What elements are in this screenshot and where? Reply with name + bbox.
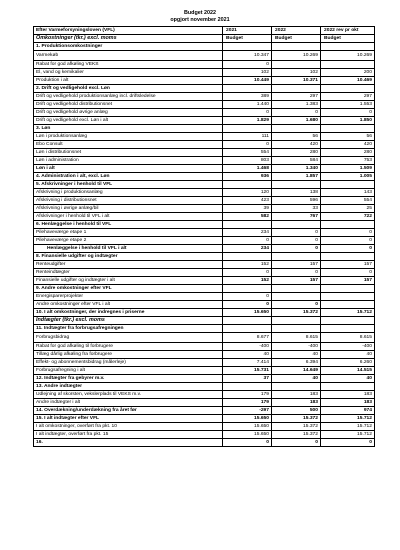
value-2022 xyxy=(272,43,321,51)
value-2021 xyxy=(223,317,272,325)
row-label: Løn i administration xyxy=(34,157,223,165)
value-2022 xyxy=(272,253,321,261)
value-2022-rev: 1.005 xyxy=(321,173,375,181)
table-row xyxy=(34,423,375,431)
total-row xyxy=(34,245,375,253)
row-label: Indtægter (tkr.) excl. moms xyxy=(34,317,223,325)
row-label: Andre indtægter i alt xyxy=(34,399,223,407)
table-row xyxy=(34,431,375,439)
value-2022-rev: 8.615 xyxy=(321,333,375,343)
row-label: Afskrivninger i henhold til VFL i alt xyxy=(34,213,223,221)
row-label: 6. Henlæggelse i henhold til VFL xyxy=(34,221,223,229)
value-2022: 420 xyxy=(272,141,321,149)
value-2021: 15.650 xyxy=(223,431,272,439)
row-label: Drift og vedligehold øvrige anlæg xyxy=(34,109,223,117)
row-label: Afskrivning i produktionsanlæg xyxy=(34,189,223,197)
value-2022-rev xyxy=(321,383,375,391)
value-2022: 1.340 xyxy=(272,165,321,173)
value-2021: 8.677 xyxy=(223,333,272,343)
value-2022: 15.372 xyxy=(272,423,321,431)
value-2022-rev: 722 xyxy=(321,213,375,221)
table-row xyxy=(34,333,375,343)
section-heading-omkostninger: Omkostninger (tkr.) excl. moms xyxy=(34,35,223,43)
row-label: 3. Løn xyxy=(34,125,223,133)
row-label: 14. Overdækning/underdækning fra året før xyxy=(34,407,223,415)
value-2022-rev: 753 xyxy=(321,157,375,165)
value-2022: 0 xyxy=(272,109,321,117)
section-row xyxy=(34,43,375,51)
value-2022-rev xyxy=(321,221,375,229)
row-label: Pilehaveværge etape 1 xyxy=(34,229,223,237)
row-label: Andre omkostninger efter VFL i alt xyxy=(34,301,223,309)
value-2022-rev xyxy=(321,253,375,261)
value-2021: 15.650 xyxy=(223,423,272,431)
table-row xyxy=(34,51,375,61)
value-2021: 0 xyxy=(223,439,272,447)
value-2022-rev xyxy=(321,43,375,51)
value-2021 xyxy=(223,125,272,133)
value-2021: 803 xyxy=(223,157,272,165)
value-2022: 0 xyxy=(272,229,321,237)
row-label: 13. Andre indtægter xyxy=(34,383,223,391)
row-label: Produktion i alt xyxy=(34,77,223,85)
value-2022 xyxy=(272,181,321,189)
value-2022-rev: 14.515 xyxy=(321,367,375,375)
row-label: 10. I alt omkostninger, der indregnes i priserne xyxy=(34,309,223,317)
value-2022-rev: 157 xyxy=(321,277,375,285)
section-row xyxy=(34,181,375,189)
row-label: Løn i produktionsanlæg xyxy=(34,133,223,141)
value-2022 xyxy=(272,85,321,93)
value-2021: 554 xyxy=(223,149,272,157)
value-2021: 0 xyxy=(223,301,272,309)
value-2021: 0 xyxy=(223,269,272,277)
value-2021: 1.440 xyxy=(223,101,272,109)
value-2022-rev: 15.712 xyxy=(321,423,375,431)
table-row xyxy=(34,101,375,109)
value-2021 xyxy=(223,181,272,189)
row-label: Tillæg dårlig afkøling fra forbrugere xyxy=(34,351,223,359)
value-2021: 0 xyxy=(223,237,272,245)
value-2022-rev xyxy=(321,301,375,309)
table-row xyxy=(34,359,375,367)
table-row xyxy=(34,343,375,351)
value-2021: 40 xyxy=(223,351,272,359)
total-row xyxy=(34,117,375,125)
value-2021 xyxy=(223,85,272,93)
row-label: Renteindtægter xyxy=(34,269,223,277)
value-2021: 389 xyxy=(223,93,272,101)
row-label: Afskrivning i øvrige anlæg/bil xyxy=(34,205,223,213)
value-2022 xyxy=(272,293,321,301)
section-heading-row xyxy=(34,317,375,325)
value-2021: 7.414 xyxy=(223,359,272,367)
row-label: Løn i distributionsnet xyxy=(34,149,223,157)
value-2022: -400 xyxy=(272,343,321,351)
header-row xyxy=(34,27,375,35)
value-2021: 15.650 xyxy=(223,415,272,423)
total-row xyxy=(34,301,375,309)
value-2022: 40 xyxy=(272,351,321,359)
table-row xyxy=(34,109,375,117)
value-2021 xyxy=(223,43,272,51)
value-2021 xyxy=(223,285,272,293)
value-2021 xyxy=(223,253,272,261)
value-2022: 40 xyxy=(272,375,321,383)
value-2022-rev xyxy=(321,317,375,325)
value-2022: 1.857 xyxy=(272,173,321,181)
value-2022: 0 xyxy=(272,237,321,245)
table-row xyxy=(34,149,375,157)
header-col-2022-rev: 2022 rev pr okt xyxy=(321,27,375,35)
row-label: Forbrugsbidrag xyxy=(34,333,223,343)
table-row xyxy=(34,229,375,237)
row-label: I alt indtægter, overført fra pkt. 15 xyxy=(34,431,223,439)
row-label: Løn i alt xyxy=(34,165,223,173)
row-label: I alt omkostninger, overført fra pkt. 10 xyxy=(34,423,223,431)
row-label: 4. Administration i alt, excl. Løn xyxy=(34,173,223,181)
value-2021: 15.650 xyxy=(223,309,272,317)
row-label: Rabat for god afkøling VEKS xyxy=(34,61,223,69)
value-2022 xyxy=(272,317,321,325)
subheader-budget-2022-rev: Budget xyxy=(321,35,375,43)
section-row xyxy=(34,325,375,333)
section-row xyxy=(34,309,375,317)
table-row xyxy=(34,351,375,359)
value-2022-rev xyxy=(321,293,375,301)
value-2022-rev: 420 xyxy=(321,141,375,149)
value-2022: 0 xyxy=(272,439,321,447)
section-row xyxy=(34,383,375,391)
value-2022: 8.615 xyxy=(272,333,321,343)
value-2022-rev: 280 xyxy=(321,149,375,157)
value-2022-rev: 10.269 xyxy=(321,51,375,61)
value-2022: 157 xyxy=(272,277,321,285)
value-2022 xyxy=(272,221,321,229)
value-2022: 596 xyxy=(272,197,321,205)
value-2022-rev: 183 xyxy=(321,399,375,407)
value-2022-rev: -400 xyxy=(321,343,375,351)
value-2021: 234 xyxy=(223,229,272,237)
row-label: Renteudgifter xyxy=(34,261,223,269)
row-label: 5. Afskrivninger i henhold til VFL xyxy=(34,181,223,189)
row-label: Drift og vedligehold distributionsnet xyxy=(34,101,223,109)
value-2022-rev xyxy=(321,85,375,93)
value-2022-rev: 15.712 xyxy=(321,431,375,439)
value-2022: 15.372 xyxy=(272,415,321,423)
value-2021: 102 xyxy=(223,69,272,77)
value-2022: 56 xyxy=(272,133,321,141)
value-2021: 10.347 xyxy=(223,51,272,61)
section-row xyxy=(34,173,375,181)
row-label: 15. I alt indtægter efter VFL xyxy=(34,415,223,423)
value-2022-rev: 1.509 xyxy=(321,165,375,173)
row-label: 8. Finansielle udgifter og indtægter xyxy=(34,253,223,261)
table-row xyxy=(34,93,375,101)
value-2022-rev: 0 xyxy=(321,439,375,447)
row-label: Forbrugsafregning i alt xyxy=(34,367,223,375)
total-row xyxy=(34,367,375,375)
value-2022-rev xyxy=(321,325,375,333)
header-col-2021: 2021 xyxy=(223,27,272,35)
value-2021 xyxy=(223,383,272,391)
value-2022: 183 xyxy=(272,391,321,399)
value-2021: -297 xyxy=(223,407,272,415)
row-label: Varmekøb xyxy=(34,51,223,61)
value-2022-rev: 25 xyxy=(321,205,375,213)
section-row xyxy=(34,407,375,415)
value-2021: 179 xyxy=(223,391,272,399)
value-2022-rev xyxy=(321,61,375,69)
value-2022-rev: 0 xyxy=(321,269,375,277)
value-2021: 0 xyxy=(223,109,272,117)
row-label: Drift og vedligehold produktionsanlæg incl. driftsledelse xyxy=(34,93,223,101)
table-row xyxy=(34,61,375,69)
table-row xyxy=(34,69,375,77)
total-row xyxy=(34,399,375,407)
value-2022 xyxy=(272,61,321,69)
value-2022 xyxy=(272,125,321,133)
value-2022-rev: 0 xyxy=(321,237,375,245)
row-label: 1. Produktionsomkostninger xyxy=(34,43,223,51)
value-2021: -400 xyxy=(223,343,272,351)
row-label: Ebo Consult xyxy=(34,141,223,149)
value-2022: 280 xyxy=(272,149,321,157)
value-2021: 1.829 xyxy=(223,117,272,125)
value-2022-rev: 0 xyxy=(321,245,375,253)
value-2022: 183 xyxy=(272,399,321,407)
table-row xyxy=(34,391,375,399)
row-label: Drift og vedligehold excl. Løn i alt xyxy=(34,117,223,125)
value-2021: 234 xyxy=(223,245,272,253)
value-2022-rev: 200 xyxy=(321,69,375,77)
value-2022-rev: 297 xyxy=(321,93,375,101)
total-row xyxy=(34,277,375,285)
value-2022-rev: 143 xyxy=(321,189,375,197)
total-row xyxy=(34,213,375,221)
table-row xyxy=(34,141,375,149)
row-label: Effekt- og abonnementsbidrag (målerleje) xyxy=(34,359,223,367)
value-2022-rev: 974 xyxy=(321,407,375,415)
table-row xyxy=(34,237,375,245)
section-row xyxy=(34,125,375,133)
value-2022-rev: 1.553 xyxy=(321,101,375,109)
value-2022: 10.269 xyxy=(272,51,321,61)
value-2022: 297 xyxy=(272,93,321,101)
value-2022-rev: 0 xyxy=(321,109,375,117)
value-2022: 157 xyxy=(272,261,321,269)
value-2021: 936 xyxy=(223,173,272,181)
header-col-2022: 2022 xyxy=(272,27,321,35)
value-2022-rev: 183 xyxy=(321,391,375,399)
value-2022-rev xyxy=(321,125,375,133)
value-2022: 1.383 xyxy=(272,101,321,109)
table-row xyxy=(34,197,375,205)
value-2022-rev: 554 xyxy=(321,197,375,205)
value-2021: 423 xyxy=(223,197,272,205)
section-row xyxy=(34,415,375,423)
value-2022-rev: 15.712 xyxy=(321,309,375,317)
value-2022: 15.372 xyxy=(272,309,321,317)
value-2022: 0 xyxy=(272,301,321,309)
value-2021 xyxy=(223,325,272,333)
subheader-row xyxy=(34,35,375,43)
table-row xyxy=(34,269,375,277)
section-row xyxy=(34,221,375,229)
value-2021: 152 xyxy=(223,277,272,285)
row-label: 2. Drift og vedligehold excl. Løn xyxy=(34,85,223,93)
value-2022-rev: 1.850 xyxy=(321,117,375,125)
value-2022: 584 xyxy=(272,157,321,165)
row-label: Afskrivning i distributionsnet xyxy=(34,197,223,205)
row-label: 12. Indtægter fra gebyrer m.v. xyxy=(34,375,223,383)
value-2022: 767 xyxy=(272,213,321,221)
value-2022-rev: 15.712 xyxy=(321,415,375,423)
value-2021: 120 xyxy=(223,189,272,197)
value-2021: 0 xyxy=(223,61,272,69)
value-2022-rev: 6.260 xyxy=(321,359,375,367)
value-2022-rev: 40 xyxy=(321,375,375,383)
value-2022: 15.372 xyxy=(272,431,321,439)
value-2022-rev xyxy=(321,285,375,293)
value-2022-rev: 40 xyxy=(321,351,375,359)
table-row xyxy=(34,157,375,165)
value-2021: 1.468 xyxy=(223,165,272,173)
value-2022: 33 xyxy=(272,205,321,213)
value-2021: 10.449 xyxy=(223,77,272,85)
value-2022: 0 xyxy=(272,269,321,277)
table-row xyxy=(34,133,375,141)
row-label: El, vand og kemikalier xyxy=(34,69,223,77)
document-subtitle: opgjort november 2021 xyxy=(170,17,230,23)
row-label: Rabat for god afkøling til forbrugere xyxy=(34,343,223,351)
value-2021: 39 xyxy=(223,205,272,213)
value-2022: 14.649 xyxy=(272,367,321,375)
section-row xyxy=(34,253,375,261)
subheader-budget-2021: Budget xyxy=(223,35,272,43)
value-2022-rev: 0 xyxy=(321,229,375,237)
value-2021: 152 xyxy=(223,261,272,269)
table-row xyxy=(34,205,375,213)
table-row xyxy=(34,189,375,197)
table-row xyxy=(34,261,375,269)
value-2022-rev: 157 xyxy=(321,261,375,269)
value-2021: 37 xyxy=(223,375,272,383)
value-2022: 1.680 xyxy=(272,117,321,125)
value-2022 xyxy=(272,325,321,333)
total-row xyxy=(34,77,375,85)
table-row xyxy=(34,293,375,301)
value-2022 xyxy=(272,285,321,293)
row-label: Energisparerprojekter xyxy=(34,293,223,301)
value-2022: 500 xyxy=(272,407,321,415)
value-2022: 6.394 xyxy=(272,359,321,367)
row-label: Finansielle udgifter og indtægter i alt xyxy=(34,277,223,285)
row-label: 16. xyxy=(34,439,223,447)
document-title: Budget 2022 xyxy=(183,10,217,16)
row-label: 9. Andre omkostninger efter VFL xyxy=(34,285,223,293)
header-label: Efter Varmeforsyningsloven (VFL) xyxy=(34,27,223,35)
value-2022-rev xyxy=(321,181,375,189)
value-2022: 0 xyxy=(272,245,321,253)
value-2022: 102 xyxy=(272,69,321,77)
value-2021 xyxy=(223,221,272,229)
value-2022-rev: 56 xyxy=(321,133,375,141)
section-row xyxy=(34,439,375,447)
value-2022: 10.371 xyxy=(272,77,321,85)
value-2021: 0 xyxy=(223,141,272,149)
total-row xyxy=(34,165,375,173)
budget-table xyxy=(33,26,375,447)
row-label: Henlæggelse i henhold til VFL i alt xyxy=(34,245,223,253)
value-2021: 0 xyxy=(223,293,272,301)
section-row xyxy=(34,375,375,383)
section-row xyxy=(34,285,375,293)
row-label: Pilehaveværge etape 2 xyxy=(34,237,223,245)
value-2021: 111 xyxy=(223,133,272,141)
row-label: Udlejning af skorsten, vekslerplads til VEKS m.v. xyxy=(34,391,223,399)
value-2021: 582 xyxy=(223,213,272,221)
value-2021: 179 xyxy=(223,399,272,407)
value-2022: 138 xyxy=(272,189,321,197)
row-label: 11. Indtægter fra forbrugsafregningen xyxy=(34,325,223,333)
value-2021: 15.731 xyxy=(223,367,272,375)
section-row xyxy=(34,85,375,93)
value-2022-rev: 10.469 xyxy=(321,77,375,85)
value-2022 xyxy=(272,383,321,391)
subheader-budget-2022: Budget xyxy=(272,35,321,43)
